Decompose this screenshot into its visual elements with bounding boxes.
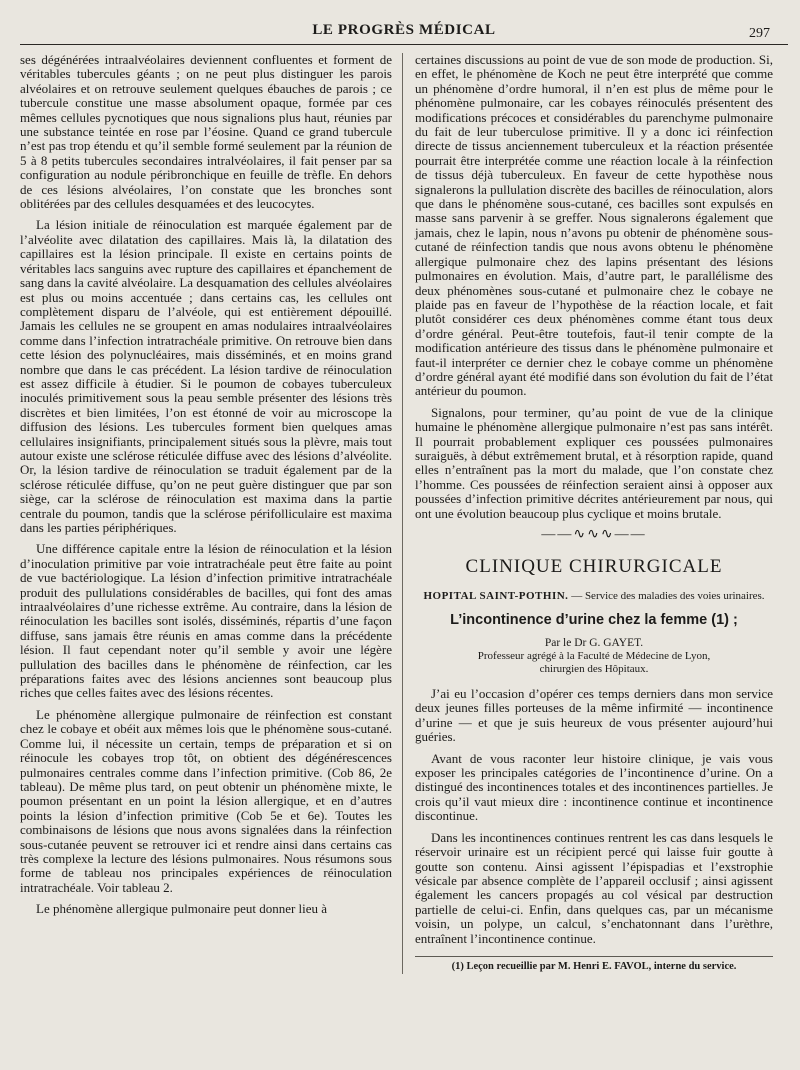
affiliation-line: Professeur agrégé à la Faculté de Médecine de Lyon, <box>477 650 711 663</box>
paragraph: Le phénomène allergique pulmonaire peut donner lieu à <box>36 901 328 917</box>
right-column <box>415 53 773 974</box>
two-column-body <box>20 53 788 974</box>
paragraph: Dans les incontinences continues rentrent les cas dans lesquels le réservoir urinaire est un récipient percé qui laisse fuir goutte à goutte son contenu. Ainsi agissent l’épispadias et l’exstrophie vésicale par absence complète de l’appareil occlusif ; ainsi agissent également les cancers propagés au col vésical par destruction partielle de celui-ci. Enfin, dans quelques cas, par un mécanisme voisin, un polype, un calcul, s’enchatonnant dans l’urèthre, entraînent l’incontinence continue. <box>415 829 773 946</box>
hospital-line <box>415 589 773 603</box>
affiliation-line: chirurgien des Hôpitaux. <box>539 662 649 675</box>
paragraph: Signalons, pour terminer, qu’au point de vue de la clinique humaine le phénomène allergique pulmonaire n’est pas sans intérêt. Il pourrait probablement expliquer ces poussées pulmonaires suraiguës, à début extrêmement brutal, et à résorption rapide, quand elles n’entraînent pas la mort du malade, que l’on constate chez l’homme. Ces poussées de réinfection seraient ainsi à opposer aux poussées d’infection primitive décrites antérieurement par nous, qui ont une évolution beaucoup plus cyclique et moins brutale. <box>415 404 773 521</box>
paragraph: Le phénomène allergique pulmonaire de réinfection est constant chez le cobaye et obéit aux mêmes lois que le phénomène sous-cutané. Comme lui, il nécessite un certain, temps de préparation et si on réinocule les cobayes trop tôt, on obtient des dégénérescences pulmonaires centrales comme dans l’infection primitive. (Cob 86, 2e tableau). De même plus tard, on peut obtenir un phénomène mixte, le poumon présentant en un point la lésion allergique, et en d’autres points la lésion d’infection primitive (Cob 5e et 6e). Toutes les combinaisons de lésions que nous avons signalées dans la réinfection sous-cutanée peuvent se retrouver ici et rendre ainsi dans certains cas très complexe la lecture des lésions pulmonaires. Nous résumons sous forme de tableau nos principales expériences de réinoculation intratrachéale. Voir tableau 2. <box>20 706 392 895</box>
paragraph: Avant de vous raconter leur histoire clinique, je vais vous exposer les principales catégories de l’incontinence d’urine. On a distingué des incontinences totales et des incontinences partielles. Je crois qu’il vaut mieux dire : incontinence continue et incontinence discontinue. <box>415 750 773 824</box>
article-title: L’incontinence d’urine chez la femme (1) ; <box>450 612 738 629</box>
paragraph: La lésion initiale de réinoculation est marquée également par de l’alvéolite avec dilatation des capillaires. Mais là, la dilatation des capillaires est la lésion principale. Il existe en certains points de véritables lacs sanguins avec rupture des capillaires et épanchement de sang dans la cavité alvéolaire. La desquamation des cellules alvéolaires est plus ou moins accentuée ; dans certains cas, les cellules ont complètement disparu de l’alvéole, qui est entièrement dépouillé. Jamais les cellules ne se groupent en amas nodulaires intraalvéolaires comme dans l’infection intratrachéale primitive. On retrouve bien dans cette lésion des polynucléaires, mais disséminés, et en moins grand nombre que dans le cas précédent. La lésion tardive de réinoculation est assez difficile à étudier. Si le poumon de cobayes tuberculeux inoculés primitivement sous la peau semble présenter des lésions très discrètes et bien limitées, l’on est étonné de voir au microscope la diffusion des lésions. Les tubercules forment bien quelques amas cellulaires insignifiants, principalement situés sous la plèvre, mais tout autour existe une sclérose réticulée diffuse avec des lésions d’alvéolite. Or, la lésion tardive de réinoculation se traduit également par de la sclérose réticulée diffuse, qu’on ne peut guère distinguer que par son siège, car la sclérose de réinoculation est maxima dans la partie centrale du poumon, tandis que la sclérose périfolliculaire est maxima dans les parties périphériques. <box>20 217 392 535</box>
hospital-name: HOPITAL SAINT-POTHIN. <box>423 589 569 602</box>
paragraph: Une différence capitale entre la lésion de réinoculation et la lésion d’inoculation primitive par voie intratrachéale peut être faite au point de vue bactériologique. La lésion d’infection primitive intratrachéale produit des pullulations considérables de bacilles, qui font des amas intraalvéolaires d’une richesse extrême. Au contraire, dans la lésion de réinoculation les bacilles sont isolés, disséminés, répartis d’une façon diffuse, sans jamais être réunis en amas comme dans la précédente lésion. Il faut cependant noter qu’il semble y avoir une légère pullulation des bacilles dans le phénomène de réinfection, car les préparations faites avec des lésions anciennes sont beaucoup plus riches que celles faites avec des lésions récentes. <box>20 541 392 701</box>
service-name: — Service des maladies des voies urinaires. <box>571 589 765 602</box>
journal-title: LE PROGRÈS MÉDICAL <box>312 22 496 38</box>
paragraph: certaines discussions au point de vue de son mode de production. Si, en effet, le phénomène de Koch ne peut être interprété que comme un phénomène d’ordre humoral, il n’en est plus de même pour le phénomène pulmonaire, car les cobayes réinoculés présentent des modifications précoces et considérables du parenchyme pulmonaire du fait de leur tuberculose primitive. Il y a donc ici réinfection directe de tissus anciennement tuberculeux et la réaction présentée pourrait être interprétée comme une réaction locale à la réinfection de tissus déjà tuberculeux. En faveur de cette hypothèse nous signalerons la pullulation discrète des bacilles de réinoculation, alors que dans le phénomène sous-cutané, ces bacilles sont expulsés en masse sans parvenir à se greffer. Nous signalerons également que jamais, chez le lapin, nous n’avons pu obtenir de phénomène sous-cutané de réinfection tandis que nous avons obtenu le phénomène allergique pulmonaire chez des lapins présentant des lésions pulmonaires en évolution. Mais, d’autre part, le parallélisme des deux phénomènes sous-cutané et pulmonaire chez le cobaye ne plaide pas en faveur de l’hypothèse de la réaction locale, et fait plutôt considérer ces deux phénomènes comme étant tous deux d’ordre général. Peut-être toutefois, faut-il tenir compte de la modification antérieure des tissus dans le phénomène pulmonaire et faut-il interpréter ce dernier chez le cobaye comme un phénomène d’ordre général ayant été modifié dans son évolution du fait de l’état antérieur du poumon. <box>415 52 773 399</box>
left-column <box>20 53 403 974</box>
footnote: (1) Leçon recueillie par M. Henri E. FAVOL, interne du service. <box>415 956 773 974</box>
paragraph: ses dégénérées intraalvéolaires deviennent confluentes et forment de véritables tubercules géants ; on ne peut plus distinguer les parois alvéolaires et on retrouve seulement quelques ébauches de parois ; ce tubercule constitue une masse absolument opaque, formée par ces mêmes cellules pycnotiques que nous signalions plus haut, réunies par une substance teintée en rose par l’éosine. Quand ce grand tubercule n’est pas trop étendu et qu’il semble formé seulement par la réunion de 5 à 8 petits tubercules secondaires intralvéolaires, il fait penser par sa configuration au nodule péribronchique en feuille de trèfle. En dehors de ces lésions alvéolaires, l’on constate que les bronches sont oblitérées par des cellules desquamées et des leucocytes. <box>20 52 392 212</box>
paragraph: J’ai eu l’occasion d’opérer ces temps derniers dans mon service deux jeunes filles porteuses de la même infirmité — incontinence d’urine — et que je suis heureux de vous présenter aujourd’hui guéries. <box>415 686 773 745</box>
author-affiliation <box>415 650 773 675</box>
page-number: 297 <box>749 26 770 41</box>
article-byline: Par le Dr G. GAYET. <box>544 636 644 649</box>
section-title: CLINIQUE CHIRURGICALE <box>465 556 723 578</box>
ornament-divider: ——∿∿∿—— <box>541 527 647 542</box>
page-header <box>20 0 788 45</box>
